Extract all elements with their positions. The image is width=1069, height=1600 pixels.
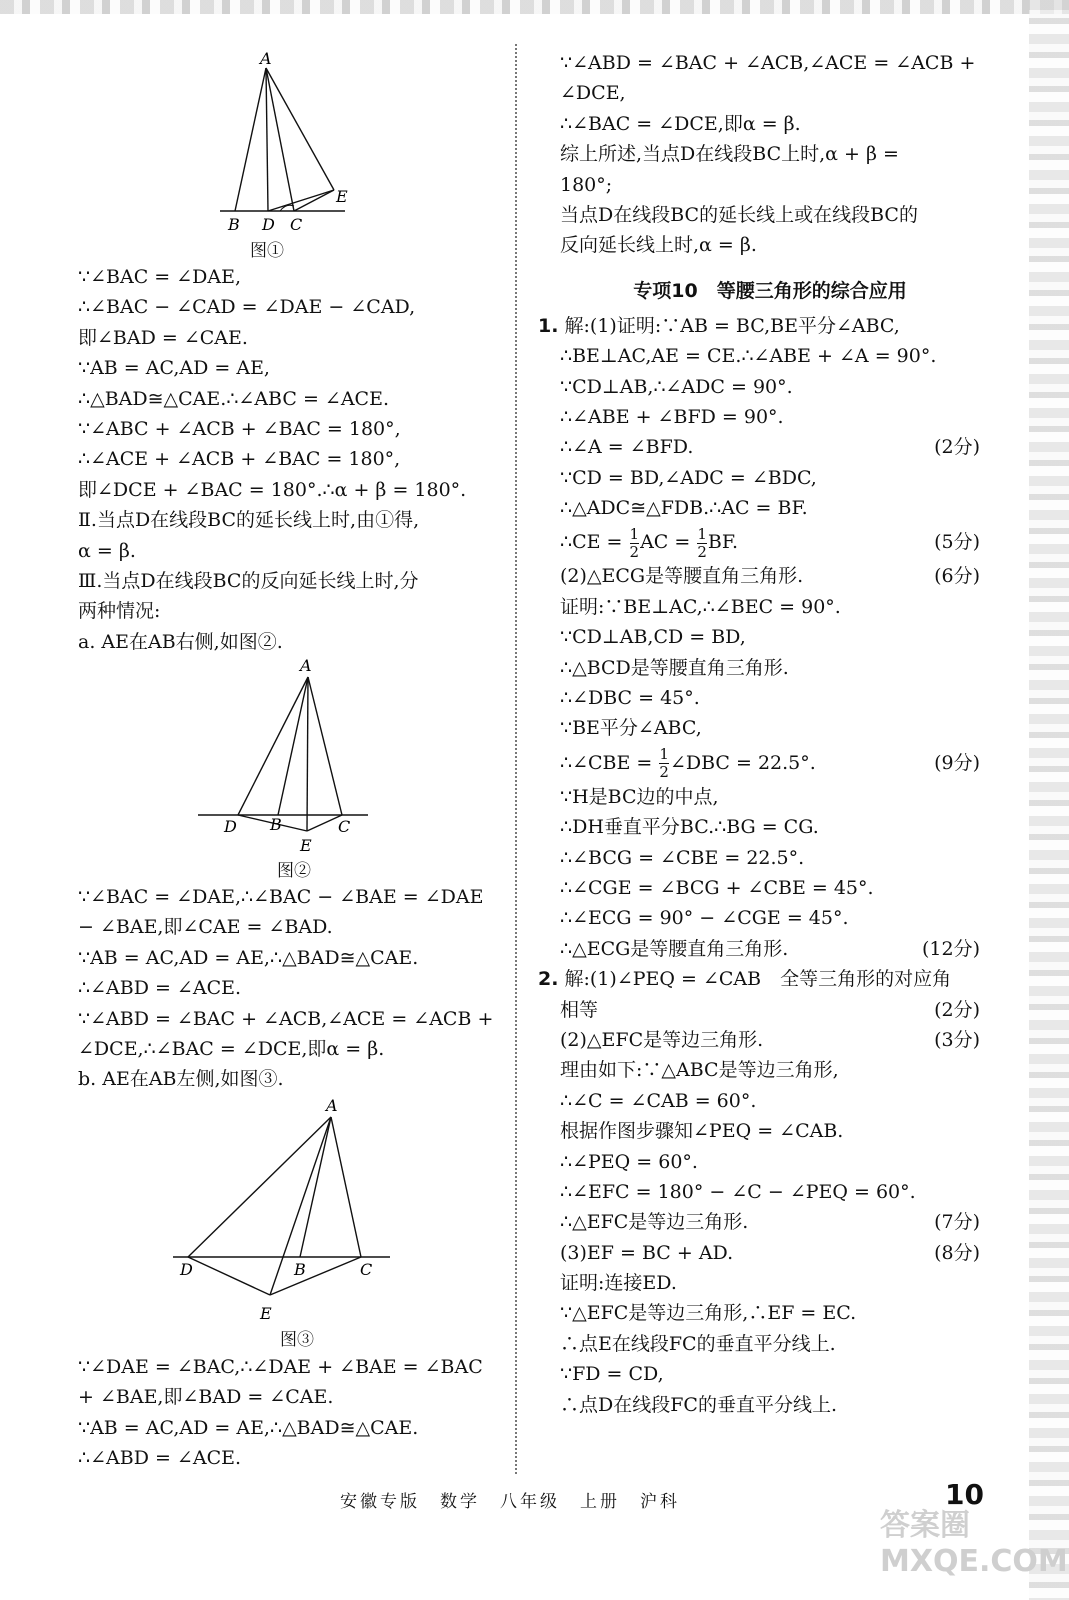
- fig1-label-B: B: [228, 215, 240, 234]
- fraction-half: [697, 526, 707, 561]
- q2-text: (2)△EFC是等边三角形.: [560, 1028, 764, 1051]
- q1-text: ∴△ECG是等腰直角三角形.: [560, 937, 789, 960]
- q2-line: ∴∠C = ∠CAB = 60°.: [560, 1089, 757, 1112]
- q2-number: 2.: [538, 968, 559, 991]
- fraction-numerator: 1: [697, 524, 707, 543]
- text-line: ∴∠BAC − ∠CAD = ∠DAE − ∠CAD,: [78, 296, 416, 319]
- score-mark: (2分): [934, 436, 980, 459]
- text-line: b. AE在AB左侧,如图③.: [78, 1068, 284, 1091]
- q2-line: ∴∠EFC = 180° − ∠C − ∠PEQ = 60°.: [560, 1180, 916, 1203]
- q1-line: ∴∠DBC = 45°.: [560, 687, 700, 710]
- text-line: ∴∠ABD = ∠ACE.: [78, 977, 242, 1000]
- q1-line-fraction: [560, 523, 980, 561]
- fraction-half: [630, 526, 640, 561]
- q1-number: 1.: [538, 314, 559, 337]
- q2-line: [560, 1207, 980, 1237]
- right-column: [538, 48, 980, 1420]
- score-mark: (7分): [934, 1211, 980, 1234]
- q1-line: [538, 311, 980, 341]
- text-line: 即∠BAD = ∠CAE.: [78, 326, 248, 349]
- score-mark: (5分): [934, 531, 980, 554]
- q1-line: ∵CD⊥AB,CD = BD,: [560, 626, 746, 649]
- fraction-numerator: 1: [659, 745, 669, 764]
- fraction-denominator: 2: [629, 542, 640, 561]
- text-line: ∵AB = AC,AD = AE,∴△BAD≅△CAE.: [78, 946, 419, 969]
- q1-line: ∴∠ABE + ∠BFD = 90°.: [560, 405, 784, 428]
- fig3-label-A: A: [326, 1096, 338, 1115]
- text-line: 180°;: [560, 173, 613, 196]
- score-mark: (12分): [921, 937, 980, 960]
- text-line: α = β.: [78, 539, 136, 562]
- q1-text: 解:(1)证明:∵AB = BC,BE平分∠ABC,: [564, 314, 900, 337]
- text-line: ∴∠ABD = ∠ACE.: [78, 1447, 242, 1470]
- page-footer: 安徽专版 数学 八年级 上册 沪科: [340, 1492, 680, 1512]
- figure-2: [190, 655, 375, 855]
- q1-line: ∵BE平分∠ABC,: [560, 717, 702, 740]
- text-line: 反向延长线上时,α = β.: [560, 234, 757, 257]
- text-line: ∴∠ACE + ∠ACB + ∠BAC = 180°,: [78, 448, 401, 471]
- q2-line: [560, 1025, 980, 1055]
- text-line: Ⅱ.当点D在线段BC的延长线上时,由①得,: [78, 509, 420, 532]
- text-line: a. AE在AB右侧,如图②.: [78, 630, 283, 653]
- text-line: ∠DCE,: [560, 82, 626, 105]
- q1-line: ∴BE⊥AC,AE = CE.∴∠ABE + ∠A = 90°.: [560, 345, 937, 368]
- q1-line-fraction: [560, 744, 980, 782]
- q1-text: ∴∠A = ∠BFD.: [560, 436, 694, 459]
- q2-line: ∴点E在线段FC的垂直平分线上.: [560, 1332, 836, 1355]
- fig2-label-C: C: [338, 817, 351, 836]
- text-line: + ∠BAE,即∠BAD = ∠CAE.: [78, 1386, 334, 1409]
- text-line: 综上所述,当点D在线段BC上时,α + β =: [560, 143, 899, 166]
- q1-line: ∵H是BC边的中点,: [560, 785, 719, 808]
- left-text-block-3: [78, 1352, 498, 1474]
- q1-line: ∵CD = BD,∠ADC = ∠BDC,: [560, 466, 817, 489]
- text-line: 两种情况:: [78, 600, 161, 623]
- fig3-label-E: E: [260, 1304, 272, 1323]
- text-line: − ∠BAE,即∠CAE = ∠BAD.: [78, 916, 333, 939]
- q1-text: BF.: [707, 531, 739, 554]
- watermark: 答案圈 MXQE.COM: [880, 1508, 1068, 1579]
- text-line: ∵∠ABD = ∠BAC + ∠ACB,∠ACE = ∠ACB +: [78, 1007, 494, 1030]
- q1-line: 证明:∵BE⊥AC,∴∠BEC = 90°.: [560, 595, 841, 618]
- fraction-half: [659, 746, 669, 781]
- q2-line: [560, 995, 980, 1025]
- q1-line: ∴△BCD是等腰直角三角形.: [560, 656, 789, 679]
- q1-text: ∴∠CBE =: [560, 751, 653, 774]
- fig1-label-D: D: [262, 215, 275, 234]
- score-mark: (2分): [934, 998, 980, 1021]
- text-line: ∴△BAD≅△CAE.∴∠ABC = ∠ACE.: [78, 387, 389, 410]
- q1-line: [560, 432, 980, 462]
- q2-text: 相等: [560, 998, 599, 1021]
- text-line: ∵AB = AC,AD = AE,∴△BAD≅△CAE.: [78, 1416, 419, 1439]
- q1-line: [560, 561, 980, 591]
- q2-line: ∵△EFC是等边三角形,∴EF = EC.: [560, 1302, 857, 1325]
- text-line: ∵∠DAE = ∠BAC,∴∠DAE + ∠BAE = ∠BAC: [78, 1356, 483, 1378]
- left-text-block-2: [78, 882, 498, 1095]
- fig3-label-C: C: [360, 1260, 373, 1279]
- q1-line: ∴∠ECG = 90° − ∠CGE = 45°.: [560, 907, 849, 930]
- left-text-block-1: [78, 262, 498, 657]
- text-line: ∵∠ABD = ∠BAC + ∠ACB,∠ACE = ∠ACB +: [560, 52, 976, 74]
- q2-line: ∵FD = CD,: [560, 1363, 664, 1386]
- q1-line: [560, 934, 980, 964]
- q2-text: ∴△EFC是等边三角形.: [560, 1211, 749, 1234]
- fig1-caption: 图①: [250, 241, 284, 261]
- q1-line: ∴∠CGE = ∠BCG + ∠CBE = 45°.: [560, 876, 874, 899]
- text-line: ∠DCE,∴∠BAC = ∠DCE,即α = β.: [78, 1037, 385, 1060]
- page-number: 10: [945, 1478, 984, 1511]
- fig3-label-D: D: [180, 1260, 193, 1279]
- section-title: 专项10 等腰三角形的综合应用: [633, 279, 907, 302]
- text-line: ∵∠BAC = ∠DAE,∴∠BAC − ∠BAE = ∠DAE: [78, 886, 484, 908]
- q1-line: ∴∠BCG = ∠CBE = 22.5°.: [560, 846, 805, 869]
- q1-text: (2)△ECG是等腰直角三角形.: [560, 565, 804, 588]
- q2-line: 根据作图步骤知∠PEQ = ∠CAB.: [560, 1120, 844, 1143]
- fraction-denominator: 2: [659, 763, 669, 782]
- score-mark: (8分): [934, 1241, 980, 1264]
- score-mark: (3分): [934, 1028, 980, 1051]
- q1-text: AC =: [640, 531, 691, 554]
- figure-1: [210, 50, 360, 235]
- q1-text: ∠DBC = 22.5°.: [669, 751, 816, 774]
- fig3-caption: 图③: [280, 1330, 314, 1350]
- q1-line: ∴DH垂直平分BC.∴BG = CG.: [560, 816, 819, 839]
- score-mark: (9分): [934, 751, 980, 774]
- fig2-caption: 图②: [277, 861, 311, 881]
- fig2-label-E: E: [300, 836, 312, 855]
- decorative-right-border: [1029, 0, 1069, 1600]
- text-line: ∵AB = AC,AD = AE,: [78, 357, 270, 380]
- q2-line: 证明:连接ED.: [560, 1272, 677, 1295]
- q2-line: ∴∠PEQ = 60°.: [560, 1150, 698, 1173]
- text-line: ∵∠BAC = ∠DAE,: [78, 266, 242, 288]
- fig3-label-B: B: [294, 1260, 306, 1279]
- text-line: Ⅲ.当点D在线段BC的反向延长线上时,分: [78, 569, 419, 592]
- decorative-top-border: [0, 0, 1069, 14]
- column-divider: [515, 44, 517, 1474]
- fig2-label-A: A: [300, 656, 312, 675]
- fig2-label-D: D: [224, 817, 237, 836]
- fig1-label-A: A: [260, 50, 272, 68]
- q2-line: [560, 1238, 980, 1268]
- q2-line: 理由如下:∵△ABC是等边三角形,: [560, 1059, 839, 1082]
- text-line: 当点D在线段BC的延长线上或在线段BC的: [560, 203, 918, 226]
- fig2-label-B: B: [270, 815, 282, 834]
- q2-line: [538, 964, 980, 994]
- q1-line: ∴△ADC≅△FDB.∴AC = BF.: [560, 497, 808, 520]
- score-mark: (6分): [934, 565, 980, 588]
- q1-line: ∵CD⊥AB,∴∠ADC = 90°.: [560, 375, 793, 398]
- fraction-numerator: 1: [629, 524, 640, 543]
- fig1-label-C: C: [290, 215, 303, 234]
- figure-3: [168, 1095, 393, 1325]
- q2-text: 解:(1)∠PEQ = ∠CAB 全等三角形的对应角: [564, 968, 952, 991]
- fraction-denominator: 2: [697, 542, 707, 561]
- q2-line: ∴点D在线段FC的垂直平分线上.: [560, 1393, 837, 1416]
- text-line: ∴∠BAC = ∠DCE,即α = β.: [560, 112, 801, 135]
- q1-text: ∴CE =: [560, 531, 623, 554]
- q2-text: (3)EF = BC + AD.: [560, 1241, 734, 1264]
- text-line: ∵∠ABC + ∠ACB + ∠BAC = 180°,: [78, 417, 401, 440]
- text-line: 即∠DCE + ∠BAC = 180°.∴α + β = 180°.: [78, 478, 467, 501]
- fig1-label-E: E: [336, 187, 348, 206]
